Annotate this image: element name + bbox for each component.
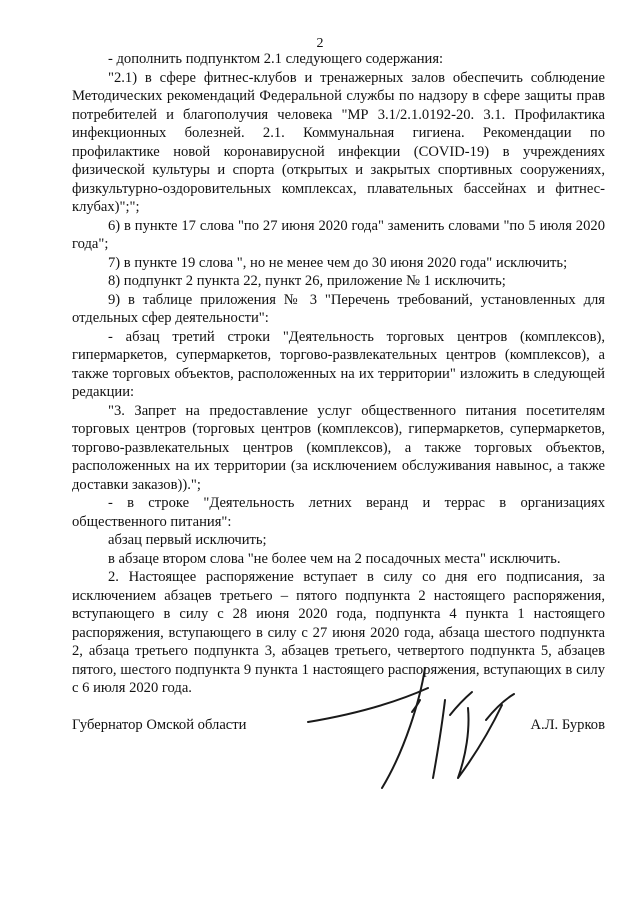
page-number: 2 (316, 36, 324, 51)
paragraph: 2. Настоящее распоряжение вступает в силу со дня его подписания, за исключением абзацев третьего – пятого подпункта 2 настоящего распоряжения, вступающего в силу с 28 июня 2020 года, подпункта 4 пункта 1 настоящего распоряжения, вступающего в силу с 27 июня 2020 года, абзаца шестого подпункта 2, абзаца третьего подпункта 3, абзацев третьего, четвертого подпункта 5, абзацев пятого, шестого подпункта 9 пункта 1 настоящего распоряжения, вступающих в силу с 6 июля 2020 года. (72, 569, 605, 696)
paragraph: - абзац третий строки "Деятельность торговых центров (комплексов), гипермаркетов, супермаркетов, торгово-развлекательных центров (комплексов), а также торговых объектов, расположенных на их территории" изложить в следующей редакции: (72, 328, 605, 400)
paragraph: абзац первый исключить; (108, 532, 267, 548)
paragraph: 9) в таблице приложения № 3 "Перечень требований, установленных для отдельных сфер деятельности": (72, 291, 605, 326)
paragraph: 8) подпункт 2 пункта 22, пункт 26, приложение № 1 исключить; (108, 273, 506, 289)
paragraph: в абзаце втором слова "не более чем на 2 посадочных места" исключить. (108, 550, 561, 567)
handwritten-signature (300, 660, 520, 800)
document-body (72, 50, 605, 698)
paragraph: "3. Запрет на предоставление услуг общественного питания посетителям торговых центров (торговых центров (комплексов), гипермаркетов, супермаркетов, торгово-развлекательных центров (комплексов), а также торговых объектов, расположенных на их территории (за исключением обслуживания навынос, а также доставки заказов))."; (72, 402, 605, 493)
paragraph: "2.1) в сфере фитнес-клубов и тренажерных залов обеспечить соблюдение Методических рекомендаций Федеральной службы по надзору в сфере защиты прав потребителей и благополучия человека "МР 3.1/2.1.0192-20. 3.1. Профилактика инфекционных болезней. 2.1. Коммунальная гигиена. Рекомендации по профилактике новой коронавирусной инфекции (COVID-19) в учреждениях физической культуры и спорта (открытых и закрытых спортивных сооружениях, физкультурно-оздоровительных комплексах, плавательных бассейнах и фитнес-клубах)";"; (72, 69, 605, 215)
paragraph: 7) в пункте 19 слова ", но не менее чем до 30 июня 2020 года" исключить; (108, 254, 568, 271)
signatory-name: А.Л. Бурков (530, 717, 605, 733)
paragraph: 6) в пункте 17 слова "по 27 июня 2020 года" заменить словами "по 5 июля 2020 года"; (72, 217, 605, 252)
paragraph: - дополнить подпунктом 2.1 следующего содержания: (108, 51, 444, 67)
signatory-position: Губернатор Омской области (72, 717, 247, 733)
paragraph: - в строке "Деятельность летних веранд и террас в организациях общественного питания": (72, 495, 605, 530)
